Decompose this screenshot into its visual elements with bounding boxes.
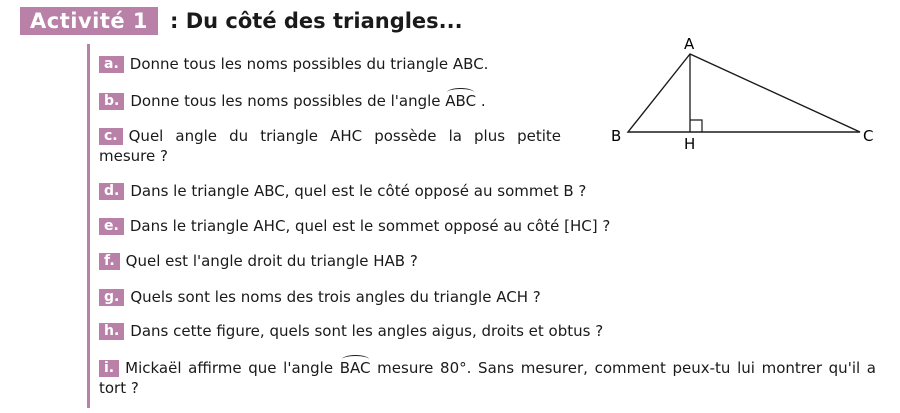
question-text-start: Mickaël affirme que l'angle [125,359,340,377]
question-text: Dans le triangle ABC, quel est le côté opposé au sommet B ? [130,182,587,200]
question-letter: e. [99,218,124,235]
left-rule [87,44,90,408]
question-text: Donne tous les noms possibles du triangle ABC. [129,55,489,73]
question-letter: h. [99,323,124,340]
question-b [99,91,486,111]
question-e [99,216,610,236]
question-c [99,126,561,166]
question-a [99,54,488,74]
question-letter: d. [99,183,124,200]
question-letter: a. [99,56,124,73]
question-text: Dans cette figure, quels sont les angles aigus, droits et obtus ? [130,322,604,340]
right-angle-mark [690,120,702,132]
vertex-a-label: A [684,35,695,53]
foot-h-label: H [684,135,696,153]
activity-tag: Activité 1 [20,7,158,35]
question-text-start: Donne tous les noms possibles de l'angle [130,92,446,110]
question-text: Quel est l'angle droit du triangle HAB ? [125,252,418,270]
question-d [99,181,586,201]
question-letter: g. [99,289,124,306]
question-text: Quels sont les noms des trois angles du triangle ACH ? [130,288,541,306]
question-f [99,251,418,271]
question-letter: c. [99,128,123,145]
angle-bac-label: BAC [339,359,371,377]
angle-abc-label: ABC [445,92,477,110]
question-h [99,321,603,341]
question-letter: i. [99,360,119,377]
activity-title: : Du côté des triangles... [170,9,463,33]
triangle-figure [598,30,888,155]
vertex-c-label: C [863,127,874,145]
question-g [99,287,541,307]
triangle-abc [628,54,860,132]
vertex-b-label: B [611,127,622,145]
question-letter: b. [99,93,124,110]
question-letter: f. [99,253,120,270]
question-text-end: mesure 80°. Sans mesurer, comment peux-tu lui montrer qu'il a tort ? [99,359,876,397]
question-i [99,358,876,398]
question-text-end: . [476,92,486,110]
question-text: Quel angle du triangle AHC possède la plus petite mesure ? [99,127,561,165]
question-text: Dans le triangle AHC, quel est le sommet opposé au côté [HC] ? [129,217,611,235]
activity-header [20,6,463,36]
